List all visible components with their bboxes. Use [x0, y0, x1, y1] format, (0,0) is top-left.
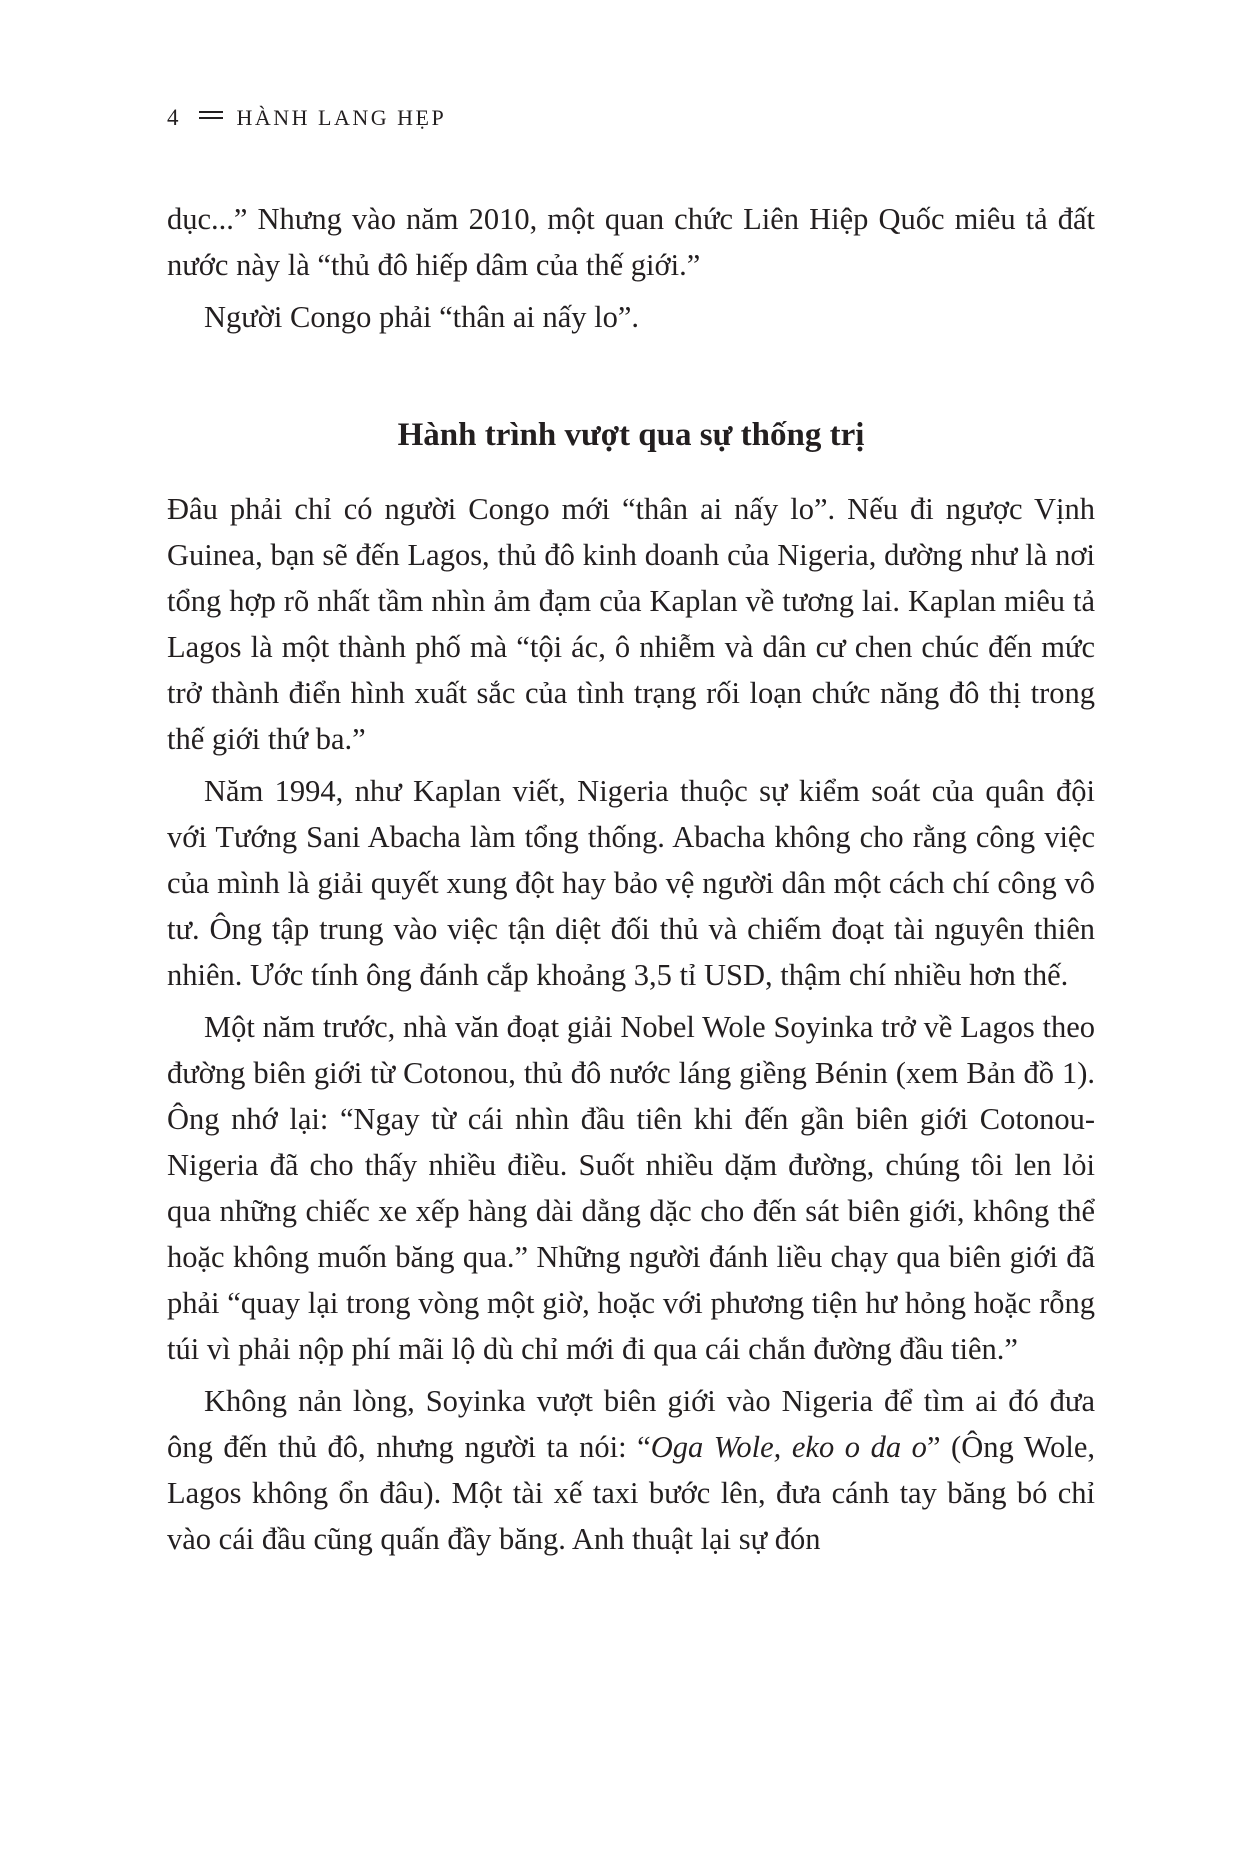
paragraph: Đâu phải chỉ có người Congo mới “thân ai nấy lo”. Nếu đi ngược Vịnh Guinea, bạn sẽ đến Lagos, thủ đô kinh doanh của Nigeria, dường như là nơi tổng hợp rõ nhất tầm nhìn ảm đạm của Kaplan về tương lai. Kaplan miêu tả Lagos là một thành phố mà “tội ác, ô nhiễm và dân cư chen chúc đến mức trở thành điển hình xuất sắc của tình trạng rối loạn chức năng đô thị trong thế giới thứ ba.” [167, 492, 1095, 756]
paragraph: Một năm trước, nhà văn đoạt giải Nobel Wole Soyinka trở về Lagos theo đường biên giới từ Cotonou, thủ đô nước láng giềng Bénin (xem Bản đồ 1). Ông nhớ lại: “Ngay từ cái nhìn đầu tiên khi đến gần biên giới Cotonou-Nigeria đã cho thấy nhiều điều. Suốt nhiều dặm đường, chúng tôi len lỏi qua những chiếc xe xếp hàng dài dằng dặc cho đến sát biên giới, không thể hoặc không muốn băng qua.” Những người đánh liều chạy qua biên giới đã phải “quay lại trong vòng một giờ, hoặc với phương tiện hư hỏng hoặc rỗng túi vì phải nộp phí mãi lộ dù chỉ mới đi qua cái chắn đường đầu tiên.” [167, 1010, 1095, 1366]
paragraph-text: Không nản lòng, Soyinka vượt biên giới vào Nigeria để tìm ai đó đưa ông đến thủ đô, nhưng người ta nói: “ [167, 1384, 1095, 1464]
paragraph-continuation: dục...” Nhưng vào năm 2010, một quan chức Liên Hiệp Quốc miêu tả đất nước này là “thủ đô hiếp dâm của thế giới.” [167, 202, 1095, 282]
section-heading: Hành trình vượt qua sự thống trị [397, 417, 865, 453]
paragraph [167, 1378, 1095, 1562]
body-text [167, 196, 1095, 1568]
italic-quote: Oga Wole, eko o da o [650, 1430, 927, 1464]
paragraph: Người Congo phải “thân ai nấy lo”. [204, 300, 639, 334]
page-number: 4 [167, 105, 181, 130]
paragraph: Năm 1994, như Kaplan viết, Nigeria thuộc sự kiểm soát của quân đội với Tướng Sani Abacha làm tổng thống. Abacha không cho rằng công việc của mình là giải quyết xung đột hay bảo vệ người dân một cách chí công vô tư. Ông tập trung vào việc tận diệt đối thủ và chiếm đoạt tài nguyên thiên nhiên. Ước tính ông đánh cắp khoảng 3,5 tỉ USD, thậm chí nhiều hơn thế. [167, 774, 1095, 992]
header-double-rule [199, 111, 223, 119]
book-title: HÀNH LANG HẸP [236, 105, 447, 130]
running-header [167, 102, 446, 134]
paragraph-text: ” (Ông Wole, Lagos không ổn đâu). Một tài xế taxi bước lên, đưa cánh tay băng bó chỉ vào cái đầu cũng quấn đầy băng. Anh thuật lại sự đón [167, 1430, 1095, 1556]
